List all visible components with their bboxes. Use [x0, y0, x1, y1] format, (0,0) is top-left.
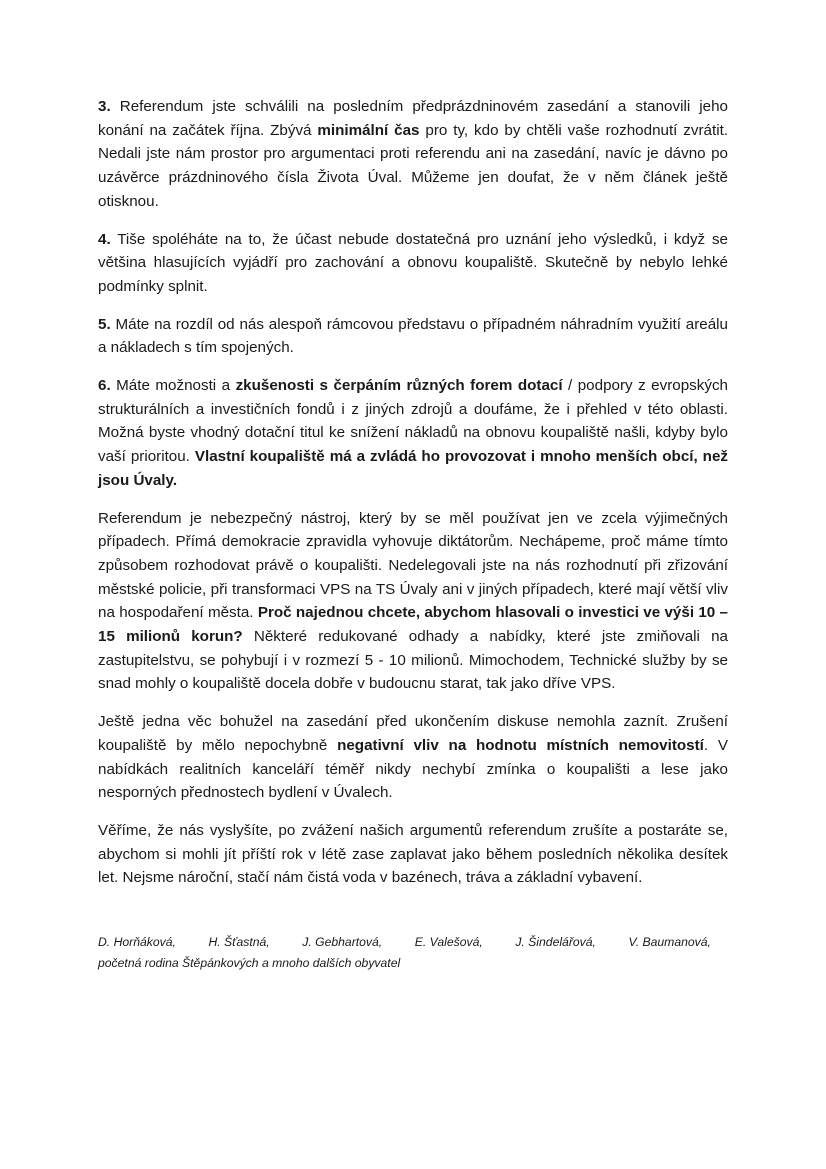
signature-name: J. Šindelářová, — [515, 935, 596, 950]
paragraph-point-6 — [98, 374, 728, 493]
letter-body — [98, 95, 728, 890]
signature-name: D. Horňáková, — [98, 935, 176, 950]
text-run: . V nabídkách realitních kanceláří téměř nikdy nechybí zmínka o koupališti a lese jako nesporných přednostech bydlení v Úvalech. — [98, 736, 728, 802]
signature-names — [98, 932, 711, 953]
paragraph-property-value — [98, 710, 728, 805]
paragraph-point-3 — [98, 95, 728, 214]
text-run: Máte možnosti a — [110, 377, 236, 395]
signature-name: H. Šťastná, — [208, 935, 270, 950]
bold-text-run: Vlastní koupaliště má a zvládá ho provozovat i mnoho menších obcí, než jsou Úvaly. — [98, 448, 728, 489]
paragraph-referendum — [98, 507, 728, 697]
text-run: Tiše spoléháte na to, že účast nebude dostatečná pro uznání jeho výsledků, i když se většina hlasujících vyjádří pro zachování a obnovu koupaliště. Skutečně by nebylo lehké podmínky splnit. — [98, 230, 728, 295]
signature-block — [98, 932, 728, 974]
text-run: / podpory z evropských strukturálních a investičních fondů i z jiných zdrojů a doufáme, že i přehled v této oblasti. Možná byste vhodný dotační titul ke snížení nákladů na obnovu koupaliště našli, kdyby bylo vaší prioritou. — [98, 377, 728, 466]
bold-text-run: 3. — [98, 98, 111, 115]
paragraph-point-5 — [98, 313, 728, 360]
text-run: pro ty, kdo by chtěli vaše rozhodnutí zvrátit. Nedali jste nám prostor pro argumentaci proti referendu ani na zasedání, navíc je dávno po uzávěrce prázdninového čísla Života Úval. Můžeme jen doufat, že v něm článek ještě otisknou. — [98, 121, 729, 210]
bold-text-run: 5. — [98, 315, 111, 333]
text-run: Věříme, že nás vyslyšíte, po zvážení našich argumentů referendum zrušíte a postaráte se, abychom si mohli jít příští rok v létě zase zaplavat jako během posledních několika desítek let. Nejsme nároční, stačí nám čistá voda v bazénech, tráva a základní vybavení. — [98, 821, 728, 887]
text-run: Referendum je nebezpečný nástroj, který by se měl používat jen ve zcela výjimečných případech. Přímá demokracie zpravidla vyhovuje diktátorům. Nechápeme, proč máme tímto způsobem rozhodovat právě o koupališti. Nedelegovali jste na nás rozhodnutí při zřizování městské policie, při transformaci VPS na TS Úvaly ani v jiných případech, které mají větší vliv na hospodaření města. — [98, 509, 728, 622]
bold-text-run: negativní vliv na hodnotu místních nemovitostí — [337, 736, 704, 754]
signature-name: J. Gebhartová, — [302, 935, 383, 950]
bold-text-run: zkušenosti s čerpáním různých forem dotací — [235, 377, 563, 395]
text-run: Máte na rozdíl od nás alespoň rámcovou představu o případném náhradním využití areálu a nákladech s tím spojených. — [98, 315, 728, 357]
signature-name: V. Baumanová, — [628, 935, 711, 950]
bold-text-run: 6. — [98, 377, 111, 395]
paragraph-point-4 — [98, 228, 728, 299]
text-run: Ještě jedna věc bohužel na zasedání před ukončením diskuse nemohla zaznít. Zrušení koupaliště by mělo nepochybně — [98, 713, 728, 754]
paragraph-closing — [98, 819, 728, 890]
signature-name: E. Valešová, — [414, 935, 483, 950]
signature-line-2: početná rodina Štěpánkových a mnoho dalších obyvatel — [98, 956, 401, 971]
text-run: Referendum jste schválili na posledním předprázdninovém zasedání a stanovili jeho konání na začátek října. Zbývá — [98, 98, 728, 139]
bold-text-run: minimální čas — [317, 121, 420, 139]
text-run: Některé redukované odhady a nabídky, které jste zmiňovali na zastupitelstvu, se pohybují i v rozmezí 5 - 10 milionů. Mimochodem, Technické služby by se snad mohly o koupaliště docela dobře v budoucnu starat, tak jako dříve VPS. — [98, 628, 728, 693]
bold-text-run: Proč najednou chcete, abychom hlasovali o investici ve výši 10 – 15 milionů korun? — [98, 604, 728, 646]
bold-text-run: 4. — [98, 230, 111, 248]
